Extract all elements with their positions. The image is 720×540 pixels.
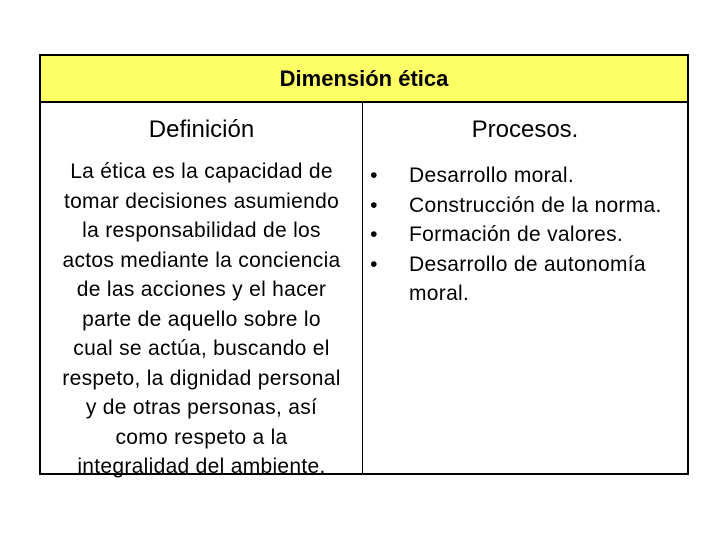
processes-header: Procesos.	[471, 116, 579, 143]
definition-line: y de otras personas, así	[85, 396, 318, 419]
list-item	[363, 191, 687, 221]
definition-line: como respeto a la	[115, 425, 288, 449]
dimension-table	[39, 54, 689, 478]
definition-header: Definición	[148, 116, 255, 143]
list-item	[363, 250, 687, 309]
processes-column	[363, 103, 687, 473]
processes-list	[363, 161, 687, 309]
definition-line: tomar decisiones asumiendo	[63, 189, 340, 213]
bullet-icon: •	[370, 193, 378, 217]
bullet-icon: •	[370, 252, 378, 276]
definition-line: la responsabilidad de los	[82, 219, 321, 242]
process-label: Desarrollo moral.	[409, 164, 574, 187]
definition-line: integralidad del ambiente.	[77, 455, 326, 478]
list-item	[363, 220, 687, 250]
definition-column	[41, 103, 363, 478]
bullet-icon: •	[370, 164, 378, 187]
bullet-icon: •	[370, 223, 378, 246]
process-label: Construcción de la norma.	[409, 193, 662, 217]
definition-line: parte de aquello sobre lo	[82, 307, 321, 331]
definition-line: La ética es la capacidad de	[70, 160, 333, 183]
list-item	[363, 161, 687, 191]
definition-line: cual se actúa, buscando el	[73, 337, 330, 360]
definition-line: actos mediante la conciencia	[62, 248, 341, 272]
process-label: Desarrollo de autonomía moral.	[409, 252, 646, 305]
table-title: Dimensión ética	[41, 56, 687, 103]
definition-line: respeto, la dignidad personal	[62, 366, 341, 390]
process-label: Formación de valores.	[409, 223, 624, 246]
definition-line: de las acciones y el hacer	[76, 278, 327, 301]
definition-text	[41, 157, 362, 482]
